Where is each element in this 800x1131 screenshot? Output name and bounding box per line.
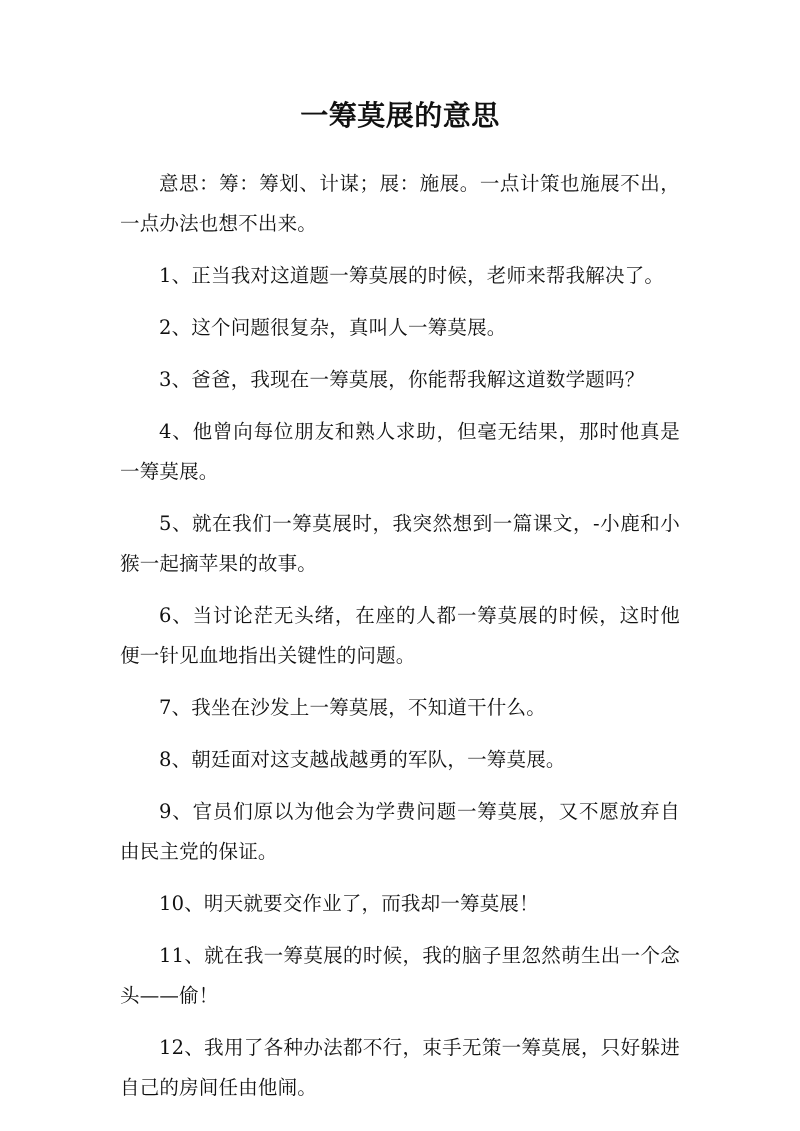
paragraph-example-5: 5、就在我们一筹莫展时，我突然想到一篇课文，-小鹿和小猴一起摘苹果的故事。 xyxy=(120,512,680,575)
paragraph-example-1: 1、正当我对这道题一筹莫展的时候，老师来帮我解决了。 xyxy=(159,264,665,287)
paragraph-example-11: 11、就在我一筹莫展的时候，我的脑子里忽然萌生出一个念头——偷！ xyxy=(120,944,680,1007)
paragraph-example-9: 9、官员们原以为他会为学费问题一筹莫展，又不愿放弃自由民主党的保证。 xyxy=(120,800,680,863)
paragraph-example-10: 10、明天就要交作业了，而我却一筹莫展！ xyxy=(159,892,539,915)
document-title: 一筹莫展的意思 xyxy=(300,99,500,132)
paragraph-example-2: 2、这个问题很复杂，真叫人一筹莫展。 xyxy=(159,316,507,339)
paragraph-example-6: 6、当讨论茫无头绪，在座的人都一筹莫展的时候，这时他便一针见血地指出关键性的问题。 xyxy=(120,604,680,667)
paragraph-example-3: 3、爸爸，我现在一筹莫展，你能帮我解这道数学题吗？ xyxy=(159,368,645,391)
paragraph-definition: 意思：筹：筹划、计谋；展：施展。一点计策也施展不出，一点办法也想不出来。 xyxy=(120,172,680,235)
paragraph-example-8: 8、朝廷面对这支越战越勇的军队，一筹莫展。 xyxy=(159,748,566,771)
paragraph-example-12: 12、我用了各种办法都不行，束手无策一筹莫展，只好躲进自己的房间任由他闹。 xyxy=(120,1036,680,1099)
paragraph-example-7: 7、我坐在沙发上一筹莫展，不知道干什么。 xyxy=(159,696,546,719)
paragraph-example-4: 4、他曾向每位朋友和熟人求助，但毫无结果，那时他真是一筹莫展。 xyxy=(120,420,680,483)
